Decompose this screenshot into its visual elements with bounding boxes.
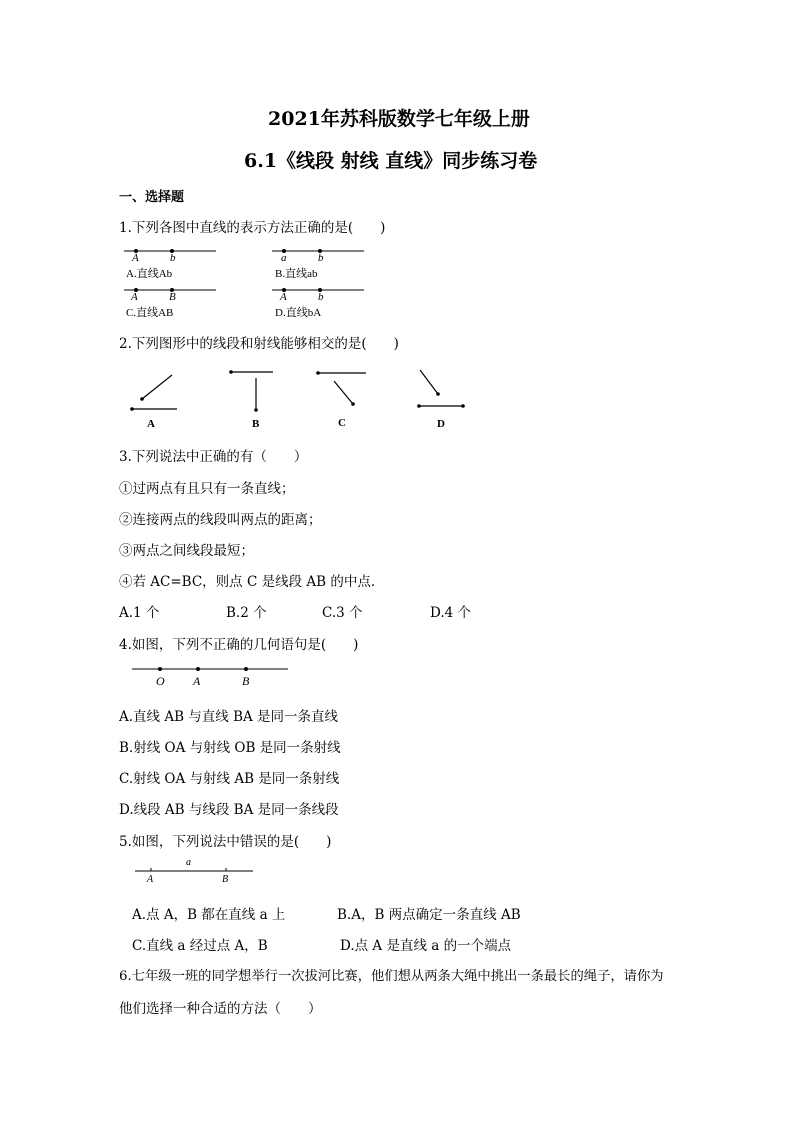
q5-option-a: A.点 A，B 都在直线 a 上 [132,907,286,923]
q1-d-caption: D.直线bA [275,307,322,319]
q3-item-4: ④若 AC=BC，则点 C 是线段 AB 的中点. [119,574,376,590]
q4-option-a: A.直线 AB 与直线 BA 是同一条直线 [119,709,339,725]
q1-b-point2: b [318,252,324,264]
q1-b-caption: B.直线ab [275,268,318,280]
question-6-stem-line-1: 6.七年级一班的同学想举行一次拔河比赛，他们想从两条大绳中挑出一条最长的绳子，请你为 [119,969,664,984]
q1-c-point2: B [169,291,176,303]
q4-option-b: B.射线 OA 与射线 OB 是同一条射线 [119,740,341,756]
q4-point-b: B [242,674,250,688]
title-line-2: 6.1《线段 射线 直线》同步练习卷 [244,150,538,172]
q3-item-3: ③两点之间线段最短； [119,543,254,559]
q4-option-c: C.射线 OA 与射线 AB 是同一条射线 [119,771,340,787]
question-2-stem: 2.下列图形中的线段和射线能够相交的是( ) [119,336,399,352]
q1-b-point1: a [281,252,287,264]
q1-a-point2: b [170,252,176,264]
q2-label-b: B [252,418,260,430]
q4-figure [130,662,290,676]
question-5-stem: 5.如图，下列说法中错误的是( ) [119,834,332,850]
q5-option-b: B.A，B 两点确定一条直线 AB [337,907,521,923]
q3-option-d: D.4 个 [430,605,472,621]
question-3-stem: 3.下列说法中正确的有（ ） [119,449,308,465]
q2-figures [120,364,480,414]
q3-item-2: ②连接两点的线段叫两点的距离； [119,512,322,528]
q5-line-label: a [186,857,191,868]
q3-option-a: A.1 个 [119,605,160,621]
q5-option-d: D.点 A 是直线 a 的一个端点 [340,938,512,954]
q4-point-a: A [193,674,201,688]
q2-label-d: D [437,418,445,430]
q5-point-b: B [222,874,229,885]
q1-a-point1: A [132,252,139,264]
q1-a-caption: A.直线Ab [126,268,173,280]
q3-option-c: C.3 个 [322,605,363,621]
title-line-1: 2021年苏科版数学七年级上册 [268,108,530,130]
question-1-stem: 1.下列各图中直线的表示方法正确的是( ) [119,220,386,236]
question-6-stem-line-2: 他们选择一种合适的方法（ ） [119,1001,322,1017]
q2-label-c: C [338,417,346,429]
q3-option-b: B.2 个 [226,605,267,621]
q4-option-d: D.线段 AB 与线段 BA 是同一条线段 [119,802,339,818]
q1-c-point1: A [131,291,138,303]
section-heading: 一、选择题 [119,190,185,205]
q2-a-ray [142,375,172,399]
q1-c-caption: C.直线AB [126,307,174,319]
q1-d-point1: A [280,291,287,303]
q1-d-point2: b [318,291,324,303]
q2-c-ray [334,381,353,404]
question-4-stem: 4.如图，下列不正确的几何语句是( ) [119,637,359,653]
q2-d-ray [420,370,438,394]
q2-label-a: A [147,418,155,430]
q3-item-1: ①过两点有且只有一条直线； [119,481,295,497]
q5-option-c: C.直线 a 经过点 A，B [132,938,268,954]
q5-point-a: A [147,874,154,885]
q4-point-o: O [156,674,165,688]
